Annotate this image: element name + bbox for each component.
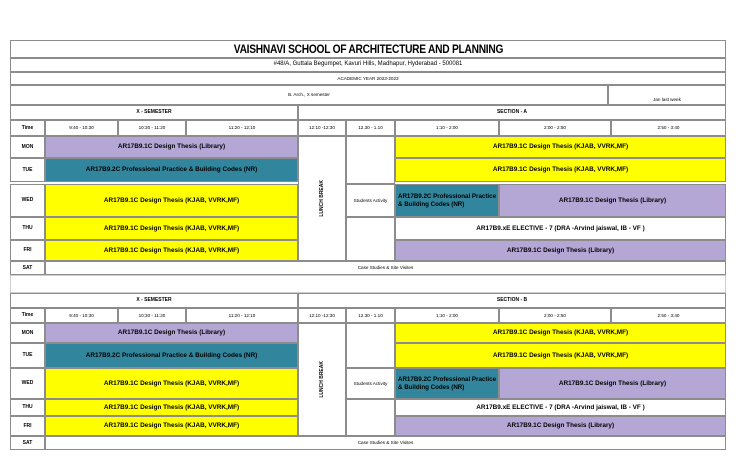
- day-label: WED: [10, 184, 45, 217]
- address: #48/A, Guttala Begumpet, Kavuri Hills, Madhapur, Hyderabad - 500081: [10, 58, 726, 72]
- afternoon-class-block: AR17B9.1C Design Thesis (Library): [395, 240, 726, 261]
- morning-class-block: AR17B9.1C Design Thesis (KJAB, VVRK,MF): [45, 240, 298, 261]
- morning-class-block: AR17B9.1C Design Thesis (Library): [45, 323, 298, 343]
- side-note: Jan last week: [608, 85, 726, 105]
- time-slot: 10:30 - 11:20: [118, 308, 186, 323]
- morning-class-block: AR17B9.1C Design Thesis (Library): [45, 136, 298, 158]
- morning-class-block: AR17B9.2C Professional Practice & Building Codes (NR): [45, 343, 298, 368]
- blank-cell: [346, 399, 395, 436]
- saturday-activity: Case Studies & Site Visites: [45, 261, 726, 275]
- time-header: Time: [10, 120, 45, 136]
- day-label: THU: [10, 217, 45, 240]
- students-activity: Students Activity: [346, 368, 395, 399]
- morning-class-block: AR17B9.1C Design Thesis (KJAB, VVRK,MF): [45, 217, 298, 240]
- day-label: SAT: [10, 261, 45, 275]
- time-slot: 9:40 - 10:30: [45, 308, 118, 323]
- lunch-break-cell: [298, 136, 346, 261]
- time-slot: 1:10 - 2:00: [395, 308, 499, 323]
- day-label: MON: [10, 136, 45, 158]
- time-slot: 11:20 - 12:10: [186, 308, 298, 323]
- section-label: SECTION - B: [298, 293, 726, 308]
- afternoon-class-block: AR17B9.xE ELECTIVE - 7 (DRA -Arvind jaiswal, IB - VF ): [395, 399, 726, 416]
- day-label: THU: [10, 399, 45, 416]
- afternoon-class-block: AR17B9.1C Design Thesis (Library): [499, 184, 726, 217]
- afternoon-class-block: AR17B9.2C Professional Practice & Building Codes (NR): [395, 184, 499, 217]
- time-slot: 2:00 - 2:50: [499, 120, 611, 136]
- time-slot: 12.30 - 1.10: [346, 308, 395, 323]
- lunch-break-label: LUNCH BREAK: [318, 180, 325, 217]
- afternoon-class-block: AR17B9.1C Design Thesis (Library): [395, 416, 726, 436]
- school-title-cell: [10, 40, 726, 58]
- time-slot: 12.30 - 1.10: [346, 120, 395, 136]
- blank-cell: [346, 323, 395, 368]
- saturday-activity: Case Studies & Site Visites: [45, 436, 726, 450]
- time-slot: 11:20 - 12:10: [186, 120, 298, 136]
- afternoon-class-block: AR17B9.1C Design Thesis (KJAB, VVRK,MF): [395, 343, 726, 368]
- time-slot: 2:00 - 2:50: [499, 308, 611, 323]
- morning-class-block: AR17B9.1C Design Thesis (KJAB, VVRK,MF): [45, 416, 298, 436]
- afternoon-class-block: AR17B9.1C Design Thesis (Library): [499, 368, 726, 399]
- afternoon-class-block: AR17B9.xE ELECTIVE - 7 (DRA -Arvind jaiswal, IB - VF ): [395, 217, 726, 240]
- day-label: MON: [10, 323, 45, 343]
- day-label: SAT: [10, 436, 45, 450]
- academic-year: ACADEMIC YEAR 2023-2023: [10, 72, 726, 85]
- afternoon-class-block: AR17B9.1C Design Thesis (KJAB, VVRK,MF): [395, 323, 726, 343]
- afternoon-class-block: AR17B9.1C Design Thesis (KJAB, VVRK,MF): [395, 136, 726, 158]
- day-label: FRI: [10, 416, 45, 436]
- semester-label: X - SEMESTER: [10, 105, 298, 120]
- program-label: B. Arch., X semester: [10, 85, 608, 105]
- morning-class-block: AR17B9.1C Design Thesis (KJAB, VVRK,MF): [45, 399, 298, 416]
- blank-cell: [346, 217, 395, 261]
- time-header: Time: [10, 308, 45, 323]
- time-slot: 12:10 -12:30: [298, 120, 346, 136]
- morning-class-block: AR17B9.1C Design Thesis (KJAB, VVRK,MF): [45, 368, 298, 399]
- time-slot: 12:10 -12:30: [298, 308, 346, 323]
- time-slot: 10:30 - 11:20: [118, 120, 186, 136]
- section-gap: [10, 275, 726, 293]
- morning-class-block: AR17B9.1C Design Thesis (KJAB, VVRK,MF): [45, 184, 298, 217]
- morning-class-block: AR17B9.2C Professional Practice & Building Codes (NR): [45, 158, 298, 182]
- time-slot: 2:50 - 3:40: [611, 308, 726, 323]
- blank-cell: [346, 136, 395, 184]
- day-label: FRI: [10, 240, 45, 261]
- semester-label: X - SEMESTER: [10, 293, 298, 308]
- afternoon-class-block: AR17B9.1C Design Thesis (KJAB, VVRK,MF): [395, 158, 726, 182]
- lunch-break-cell: [298, 323, 346, 436]
- time-slot: 1:10 - 2:00: [395, 120, 499, 136]
- lunch-break-label: LUNCH BREAK: [318, 361, 325, 398]
- afternoon-class-block: AR17B9.2C Professional Practice & Building Codes (NR): [395, 368, 499, 399]
- school-title: VAISHNAVI SCHOOL OF ARCHITECTURE AND PLANNING: [233, 41, 503, 56]
- section-label: SECTION - A: [298, 105, 726, 120]
- time-slot: 2:50 - 3:40: [611, 120, 726, 136]
- day-label: WED: [10, 368, 45, 399]
- day-label: TUE: [10, 158, 45, 182]
- students-activity: Students Activity: [346, 184, 395, 217]
- day-label: TUE: [10, 343, 45, 368]
- time-slot: 9:40 - 10:30: [45, 120, 118, 136]
